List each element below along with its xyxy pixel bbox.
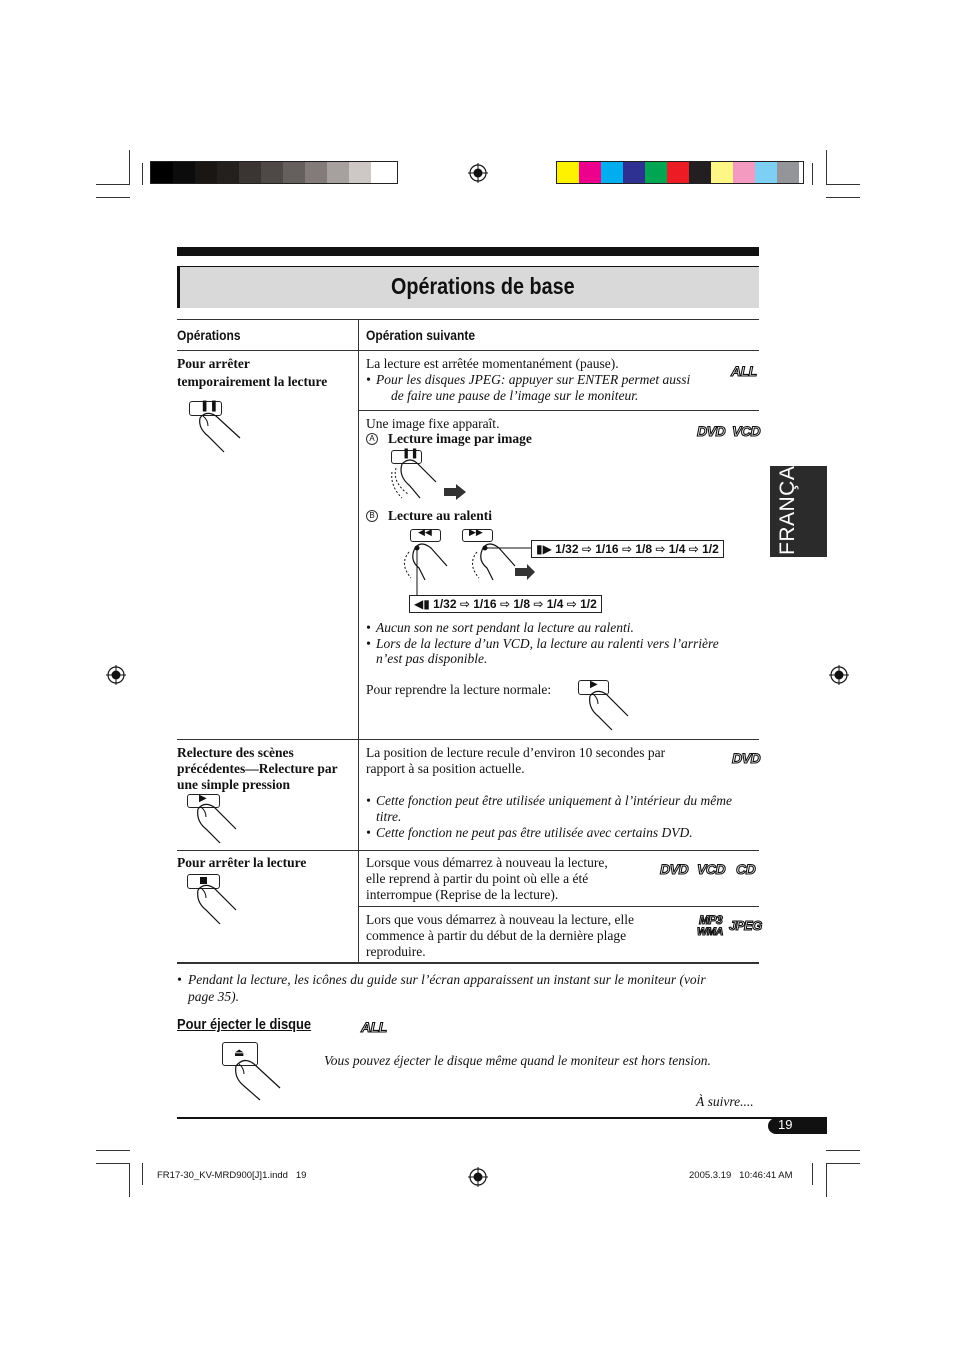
- badge-vcd-stop: VCD: [697, 861, 726, 877]
- badge-wma: WMA: [697, 926, 723, 938]
- replay-note-2: titre.: [376, 809, 402, 824]
- still-note-2: Lors de la lecture d’un VCD, la lecture au ralenti vers l’arrière: [376, 636, 719, 651]
- resume-normal-label: Pour reprendre la lecture normale:: [366, 682, 552, 697]
- footnote-line-2: page 35).: [188, 989, 239, 1004]
- replay-play-icon: ▶: [199, 793, 207, 804]
- pause-note-2: de faire une pause de l’image sur le moniteur.: [391, 388, 639, 403]
- reverse-slow-sequence: ◀▮ 1/32 ⇨ 1/16 ⇨ 1/8 ⇨ 1/4 ⇨ 1/2: [409, 595, 602, 613]
- still-note-bullet-1: •: [366, 620, 371, 635]
- badge-dvd-replay: DVD: [732, 750, 761, 766]
- still-note-3: n’est pas disponible.: [376, 651, 488, 666]
- badge-dvd-still: DVD: [697, 423, 726, 439]
- gray-swatch: [195, 162, 217, 183]
- gray-swatch: [173, 162, 195, 183]
- process-color-swatch: [755, 162, 777, 183]
- still-note-bullet-2: •: [366, 636, 371, 651]
- page-number: 19: [778, 1117, 793, 1132]
- badge-dvd-stop: DVD: [660, 861, 689, 877]
- gray-swatch: [305, 162, 327, 183]
- row-rule-stop: [177, 850, 759, 851]
- fast-forward-icon: ▶▶: [469, 528, 483, 538]
- registration-mark-bottom: [468, 1167, 488, 1187]
- eject-icon: ⏏: [234, 1046, 245, 1059]
- process-color-swatch: [689, 162, 711, 183]
- footnote-line-1: Pendant la lecture, les icônes du guide sur l’écran apparaissent un instant sur le moniteur (voir: [188, 972, 706, 987]
- gray-swatch: [217, 162, 239, 183]
- pause-op-label-2: temporairement la lecture: [177, 374, 328, 389]
- stop-desc2-3: reproduire.: [366, 944, 426, 959]
- continued-label: À suivre....: [696, 1094, 754, 1109]
- replay-desc-2: rapport à sa position actuelle.: [366, 761, 525, 776]
- table-top-rule: [177, 319, 759, 320]
- slow-motion-label: Lecture au ralenti: [388, 508, 492, 523]
- badge-mp3: MP3: [699, 913, 723, 927]
- play-icon: ▶: [590, 679, 598, 690]
- col2-header: Opération suivante: [366, 327, 476, 343]
- print-file-info: FR17-30_KV-MRD900[J]1.indd 19: [157, 1170, 307, 1181]
- stop-desc1-2: elle reprend à partir du point où elle a été: [366, 871, 589, 886]
- row-rule-still: [358, 410, 759, 411]
- process-color-bar: [556, 161, 804, 184]
- process-color-swatch: [579, 162, 601, 183]
- finger-pressing-icon: [196, 408, 246, 454]
- gray-color-bar: [150, 161, 398, 184]
- language-side-tab-label: FRANÇAIS: [776, 444, 799, 555]
- process-color-swatch: [557, 162, 579, 183]
- title-rule: [177, 247, 759, 256]
- pause-op-label-1: Pour arrêter: [177, 356, 250, 371]
- forward-slow-sequence: ▮▶ 1/32 ⇨ 1/16 ⇨ 1/8 ⇨ 1/4 ⇨ 1/2: [531, 540, 724, 558]
- replay-note-bullet-2: •: [366, 825, 371, 840]
- finger-pressing-stop-icon: [194, 882, 240, 926]
- process-color-swatch: [667, 162, 689, 183]
- stop-desc1-3: interrompue (Reprise de la lecture).: [366, 887, 559, 902]
- process-color-swatch: [777, 162, 799, 183]
- slow-reverse-icon: ◀▮: [414, 597, 434, 611]
- pause-icon-frame: ❚❚: [402, 448, 419, 459]
- footer-rule: [177, 1117, 827, 1119]
- table-bottom-rule: [177, 962, 759, 964]
- gray-swatch: [349, 162, 371, 183]
- eject-heading: Pour éjecter le disque: [177, 1016, 312, 1033]
- finger-pressing-eject-icon: [232, 1056, 284, 1102]
- process-color-swatch: [601, 162, 623, 183]
- marker-a: A: [366, 433, 378, 445]
- gray-swatch: [151, 162, 173, 183]
- pause-note-1: Pour les disques JPEG: appuyer sur ENTER permet aussi: [376, 372, 691, 387]
- gray-swatch: [261, 162, 283, 183]
- replay-op-label-3: une simple pression: [177, 777, 291, 792]
- still-desc: Une image fixe apparaît.: [366, 416, 500, 431]
- slow-forward-icon: ▮▶: [536, 542, 556, 556]
- process-color-swatch: [733, 162, 755, 183]
- process-color-swatch: [623, 162, 645, 183]
- rewind-icon: ◀◀: [418, 528, 432, 538]
- stop-desc1-1: Lorsque vous démarrez à nouveau la lecture,: [366, 855, 608, 870]
- pause-desc: La lecture est arrêtée momentanément (pause).: [366, 356, 619, 371]
- badge-all-pause: ALL: [731, 363, 757, 379]
- replay-note-3: Cette fonction ne peut pas être utilisée avec certains DVD.: [376, 825, 693, 840]
- finger-repeat-press-icon: [390, 456, 470, 506]
- marker-b: B: [366, 510, 378, 522]
- badge-jpeg: JPEG: [729, 918, 762, 933]
- registration-mark-left: [106, 665, 126, 685]
- registration-mark-top: [468, 163, 488, 183]
- replay-op-label-1: Relecture des scènes: [177, 745, 294, 760]
- footnote-bullet: •: [177, 972, 182, 987]
- badge-vcd-still: VCD: [732, 423, 761, 439]
- replay-note-1: Cette fonction peut être utilisée uniquement à l’intérieur du même: [376, 793, 733, 808]
- row-rule-stop-2: [358, 906, 759, 907]
- stop-desc2-2: commence à partir du début de la dernière plage: [366, 928, 627, 943]
- row-rule-replay: [177, 739, 759, 740]
- still-note-1: Aucun son ne sort pendant la lecture au ralenti.: [376, 620, 634, 635]
- stop-desc2-1: Lors que vous démarrez à nouveau la lecture, elle: [366, 912, 635, 927]
- registration-mark-right: [829, 665, 849, 685]
- stop-op-label: Pour arrêter la lecture: [177, 855, 307, 870]
- finger-pressing-play-icon: [586, 688, 632, 732]
- header-rule: [177, 350, 759, 351]
- eject-text: Vous pouvez éjecter le disque même quand le moniteur est hors tension.: [324, 1053, 711, 1068]
- page-number-tab: [768, 1118, 827, 1134]
- pause-note-bullet: •: [366, 372, 371, 387]
- print-date-info: 2005.3.19 10:46:41 AM: [689, 1170, 793, 1181]
- replay-desc-1: La position de lecture recule d’environ 10 secondes par: [366, 745, 666, 760]
- frame-by-frame-label: Lecture image par image: [388, 431, 532, 446]
- gray-swatch: [283, 162, 305, 183]
- badge-all-eject: ALL: [361, 1019, 387, 1035]
- gray-swatch: [371, 162, 393, 183]
- process-color-swatch: [711, 162, 733, 183]
- finger-pressing-replay-icon: [194, 801, 240, 845]
- gray-swatch: [327, 162, 349, 183]
- gray-swatch: [239, 162, 261, 183]
- pause-icon: ❚❚: [200, 399, 219, 412]
- replay-op-label-2: précédentes—Relecture par: [177, 761, 338, 776]
- col1-header: Opérations: [177, 327, 241, 343]
- page-title: Opérations de base: [391, 273, 575, 299]
- replay-note-bullet-1: •: [366, 793, 371, 808]
- process-color-swatch: [645, 162, 667, 183]
- column-divider: [358, 319, 359, 963]
- badge-cd-stop: CD: [736, 861, 756, 877]
